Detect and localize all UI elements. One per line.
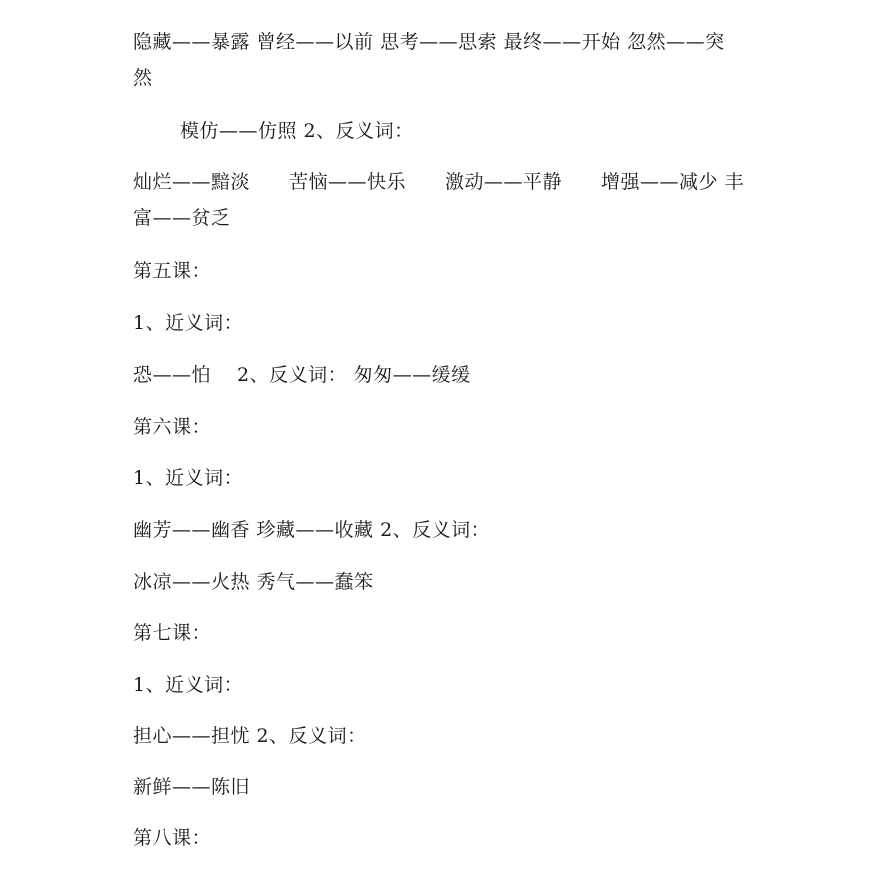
text-line: 担心——担忧 2、反义词： (133, 725, 367, 747)
text-line: 然 (133, 67, 153, 89)
section-heading: 1、近义词： (133, 312, 244, 334)
section-heading: 1、近义词： (133, 674, 244, 696)
lesson-heading: 第七课： (133, 622, 212, 644)
text-line: 模仿——仿照 2、反义词： (180, 120, 414, 142)
text-line: 恐——怕 2、反义词： 匆匆——缓缓 (133, 364, 471, 386)
lesson-heading: 第六课： (133, 416, 212, 438)
text-line: 新鲜——陈旧 (133, 776, 251, 798)
lesson-heading: 第八课： (133, 827, 212, 849)
text-line: 隐藏——暴露 曾经——以前 思考——思索 最终——开始 忽然——突 (133, 31, 725, 53)
section-heading: 1、近义词： (133, 467, 244, 489)
text-line: 富——贫乏 (133, 207, 231, 229)
lesson-heading: 第五课： (133, 260, 212, 282)
text-line: 冰凉——火热 秀气——蠢笨 (133, 571, 374, 593)
text-line: 幽芳——幽香 珍藏——收藏 2、反义词： (133, 519, 491, 541)
text-line: 灿烂——黯淡 苦恼——快乐 激动——平静 增强——减少 丰 (133, 171, 745, 193)
